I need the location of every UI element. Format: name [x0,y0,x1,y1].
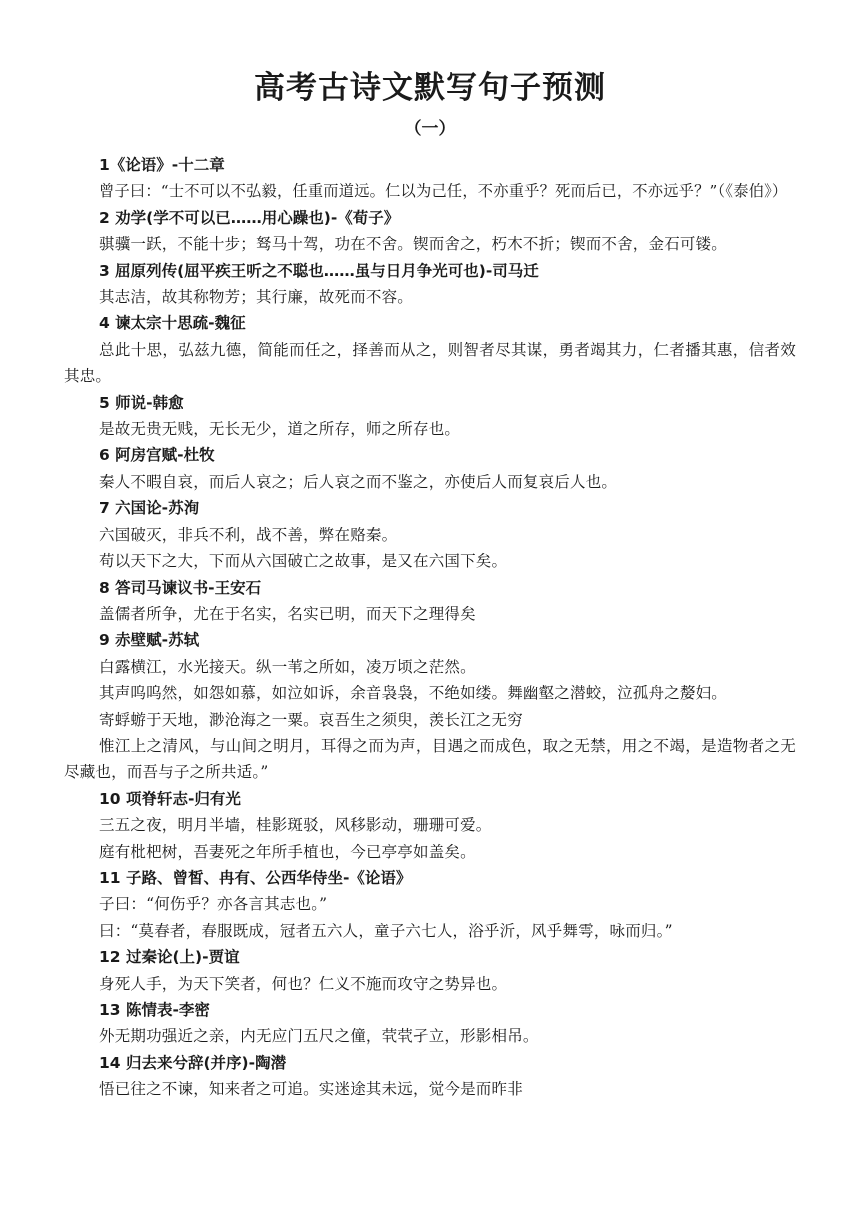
section-heading: 7 六国论-苏洵 [99,499,200,518]
section-line: 曾子曰：“士不可以不弘毅，任重而道远。仁以为己任，不亦重乎？死而后已，不亦远乎？”（《泰伯》） [99,182,788,201]
section-heading: 4 谏太宗十思疏-魏征 [99,314,246,333]
section-line: 白露横江，水光接天。纵一苇之所如，凌万顷之茫然。 [99,657,476,676]
page-title: 高考古诗文默写句子预测 [254,70,606,106]
section-line: 外无期功强近之亲，内无应门五尺之僮，茕茕孑立，形影相吊。 [99,1027,539,1046]
section-line: 庭有枇杷树，吾妻死之年所手植也，今已亭亭如盖矣。 [99,842,476,861]
page-subtitle: （一） [404,119,456,139]
section-line: 总此十思，弘兹九德，简能而任之，择善而从之，则智者尽其谋，勇者竭其力，仁者播其惠，信者效其忠。 [64,340,796,386]
section-line: 骐骥一跃，不能十步；驽马十驾，功在不舍。锲而舍之，朽木不折；锲而不舍，金石可镂。 [99,235,728,254]
section-line: 惟江上之清风，与山间之明月，耳得之而为声，目遇之而成色，取之无禁，用之不竭，是造物者之无尽藏也，而吾与子之所共适。” [64,736,796,782]
section-line: 其声呜呜然，如怨如慕，如泣如诉，余音袅袅，不绝如缕。舞幽壑之潜蛟，泣孤舟之嫠妇。 [99,684,728,703]
section-line: 三五之夜，明月半墙，桂影斑驳，风移影动，珊珊可爱。 [99,816,492,835]
section-line: 盖儒者所争，尤在于名实，名实已明，而天下之理得矣 [99,604,476,623]
section-heading: 8 答司马谏议书-王安石 [99,578,262,597]
section-line: 苟以天下之大，下而从六国破亡之故事，是又在六国下矣。 [99,552,508,571]
section-heading: 2 劝学(学不可以已……用心躁也)-《荀子》 [99,208,400,227]
section-heading: 14 归去来兮辞(并序)-陶潜 [99,1053,287,1072]
section-heading: 1《论语》-十二章 [99,156,225,174]
section-heading: 11 子路、曾皙、冉有、公西华侍坐-《论语》 [99,868,412,887]
section-line: 是故无贵无贱，无长无少，道之所存，师之所存也。 [99,420,461,439]
section-line: 六国破灭，非兵不利，战不善，弊在赂秦。 [99,525,398,544]
section-line: 子曰：“何伤乎？亦各言其志也。” [99,895,328,914]
section-line: 曰：“莫春者，春服既成，冠者五六人，童子六七人，浴乎沂，风乎舞雩，咏而归。” [99,921,673,940]
section-heading: 10 项脊轩志-归有光 [99,789,241,808]
section-heading: 9 赤壁赋-苏轼 [99,631,200,650]
sections-container [64,152,796,1103]
section-line: 秦人不暇自哀，而后人哀之；后人哀之而不鉴之，亦使后人而复哀后人也。 [99,472,618,491]
section-line: 身死人手，为天下笑者，何也？仁义不施而攻守之势异也。 [99,974,508,993]
section-line: 寄蜉蝣于天地，渺沧海之一粟。哀吾生之须臾，羡长江之无穷 [99,710,523,729]
section-heading: 12 过秦论(上)-贾谊 [99,948,240,967]
section-heading: 13 陈情表-李密 [99,1001,210,1019]
section-heading: 6 阿房宫赋-杜牧 [99,446,215,465]
section-heading: 5 师说-韩愈 [99,393,184,412]
section-line: 悟已往之不谏，知来者之可追。实迷途其未远，觉今是而昨非 [99,1080,523,1099]
section-line: 其志洁，故其称物芳；其行廉，故死而不容。 [99,288,414,307]
section-heading: 3 屈原列传(屈平疾王听之不聪也……虽与日月争光可也)-司马迁 [99,261,539,280]
